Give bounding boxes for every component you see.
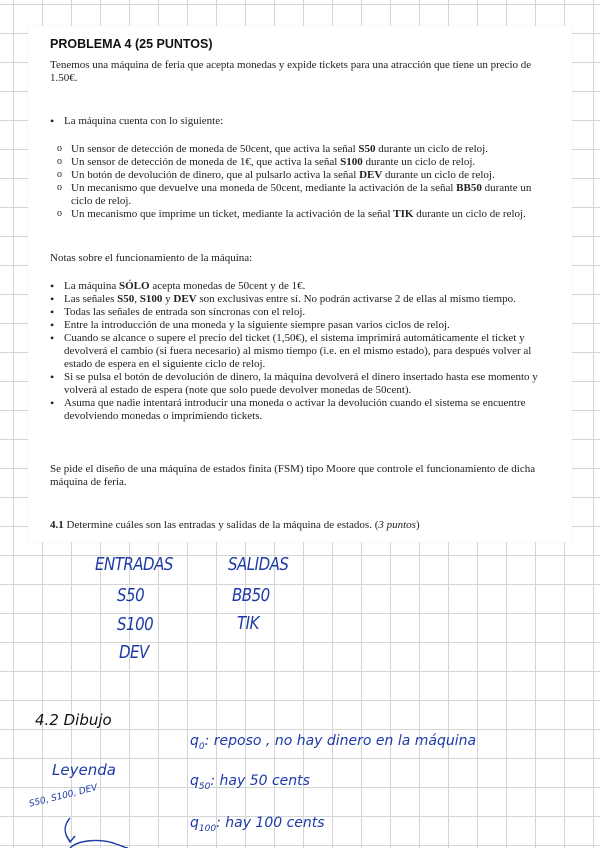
handwritten-input: S50 bbox=[117, 584, 145, 606]
handwritten-state-q100: $q_{100}$: hay 100 cents bbox=[190, 815, 325, 834]
note-item: • La máquina SÓLO acepta monedas de 50cent y de 1€. bbox=[50, 280, 555, 293]
notes-title: Notas sobre el funcionamiento de la máquina: bbox=[50, 252, 253, 264]
machine-intro-list bbox=[50, 115, 223, 128]
machine-intro-item: • La máquina cuenta con lo siguiente: bbox=[50, 115, 223, 128]
component-item: o Un sensor de detección de moneda de 50cent, que activa la señal S50 durante un ciclo de reloj. bbox=[57, 143, 552, 156]
notes-list bbox=[50, 280, 555, 423]
task-paragraph: Se pide el diseño de una máquina de estados finita (FSM) tipo Moore que controle el funcionamiento de dicha máquina de feria. bbox=[50, 463, 536, 488]
note-item: • Asuma que nadie intentará introducir una moneda o activar la devolución cuando el sistema se encuentre devolviendo monedas o imprimiendo tickets. bbox=[50, 397, 555, 423]
component-item: o Un botón de devolución de dinero, que al pulsarlo activa la señal DEV durante un ciclo de reloj. bbox=[57, 169, 552, 182]
handwritten-legend-signals: S50, S100, DEV bbox=[28, 782, 99, 810]
component-item: o Un mecanismo que devuelve una moneda de 50cent, mediante la activación de la señal BB50 durante un ciclo de reloj. bbox=[57, 182, 552, 208]
note-item: • Si se pulsa el botón de devolución de dinero, la máquina devolverá el dinero insertado hasta ese momento y volverá al estado de espera (note que solo puede devolver monedas de 50cent). bbox=[50, 371, 555, 397]
components-list bbox=[57, 143, 552, 221]
handwritten-output: TIK bbox=[237, 612, 259, 634]
legend-state-circle-arc bbox=[70, 841, 128, 848]
handwritten-state-q50: $q_{50}$: hay 50 cents bbox=[190, 773, 310, 792]
component-item: o Un mecanismo que imprime un ticket, mediante la activación de la señal TIK durante un ciclo de reloj. bbox=[57, 208, 552, 221]
handwritten-output: BB50 bbox=[232, 584, 270, 606]
intro-paragraph: Tenemos una máquina de feria que acepta monedas y expide tickets para una atracción que tiene un precio de 1.50€. bbox=[50, 59, 532, 84]
note-item: • Todas las señales de entrada son síncronas con el reloj. bbox=[50, 306, 555, 319]
handwritten-entradas-title: ENTRADAS bbox=[95, 553, 173, 575]
handwritten-salidas-title: SALIDAS bbox=[228, 553, 289, 575]
legend-arrow-head bbox=[66, 835, 75, 842]
legend-arrow-diagram bbox=[30, 812, 140, 848]
note-item: • Cuando se alcance o supere el precio del ticket (1,50€), el sistema imprimirá automáticamente el ticket y devolverá el cambio (si fuera necesario) al mismo tiempo (i.e. en el mismo estado), para después volver al estado de espera en el siguiente ciclo de reloj. bbox=[50, 332, 555, 371]
handwritten-legend: Leyenda bbox=[52, 761, 116, 779]
handwritten-section-4-2: 4.2 Dibujo bbox=[35, 711, 112, 729]
handwritten-input: DEV bbox=[119, 641, 149, 663]
component-item: o Un sensor de detección de moneda de 1€, que activa la señal S100 durante un ciclo de reloj. bbox=[57, 156, 552, 169]
note-item: • Entre la introducción de una moneda y la siguiente siempre pasan varios ciclos de reloj. bbox=[50, 319, 555, 332]
problem-title: PROBLEMA 4 (25 PUNTOS) bbox=[50, 37, 213, 51]
handwritten-input: S100 bbox=[117, 613, 154, 635]
question-4-1: 4.1 Determine cuáles son las entradas y salidas de la máquina de estados. (3 puntos) bbox=[50, 519, 420, 531]
handwritten-state-q0: $q_0$: reposo , no hay dinero en la máquina bbox=[190, 733, 477, 752]
note-item: • Las señales S50, S100 y DEV son exclusivas entre sí. No podrán activarse 2 de ellas al mismo tiempo. bbox=[50, 293, 555, 306]
